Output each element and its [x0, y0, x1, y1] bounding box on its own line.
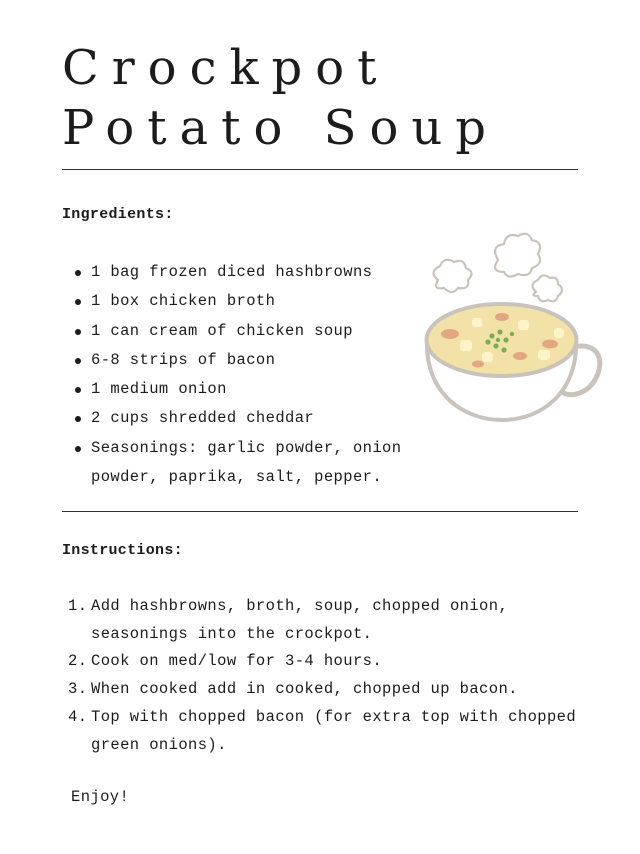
divider-top [62, 169, 578, 170]
steam-icon [433, 234, 562, 302]
ingredient-item: 6-8 strips of bacon [74, 346, 404, 375]
step-number: 3. [68, 680, 88, 699]
closing-text: Enjoy! [71, 788, 130, 806]
soup-bowl-icon [420, 232, 605, 427]
step-number: 2. [68, 652, 88, 671]
title-line-2: Potato Soup [62, 100, 500, 156]
divider-middle [62, 511, 578, 512]
ingredient-item: Seasonings: garlic powder, onion powder, paprika, salt, pepper. [74, 434, 404, 493]
ingredients-heading: Ingredients: [62, 206, 174, 223]
ingredient-item: 1 bag frozen diced hashbrowns [74, 258, 404, 287]
step-number: 4. [68, 707, 88, 726]
instruction-step [68, 676, 588, 704]
ingredient-item: 2 cups shredded cheddar [74, 404, 404, 433]
ingredient-item: 1 can cream of chicken soup [74, 317, 404, 346]
instruction-step [68, 704, 588, 759]
step-text: Add hashbrowns, broth, soup, chopped onion, seasonings into the crockpot. [91, 597, 509, 643]
title-line-1: Crockpot [62, 40, 390, 96]
instructions-list [68, 593, 588, 759]
page-title [62, 38, 499, 158]
instruction-step [68, 648, 588, 676]
instructions-heading: Instructions: [62, 542, 183, 559]
step-number: 1. [68, 597, 88, 615]
ingredient-item: 1 medium onion [74, 375, 404, 404]
ingredient-item: 1 box chicken broth [74, 287, 404, 316]
step-text: Top with chopped bacon (for extra top with chopped green onions). [91, 707, 577, 754]
step-text: Cook on med/low for 3-4 hours. [91, 652, 383, 671]
instruction-step [68, 593, 588, 648]
step-text: When cooked add in cooked, chopped up bacon. [91, 680, 518, 699]
ingredients-list [74, 258, 404, 492]
